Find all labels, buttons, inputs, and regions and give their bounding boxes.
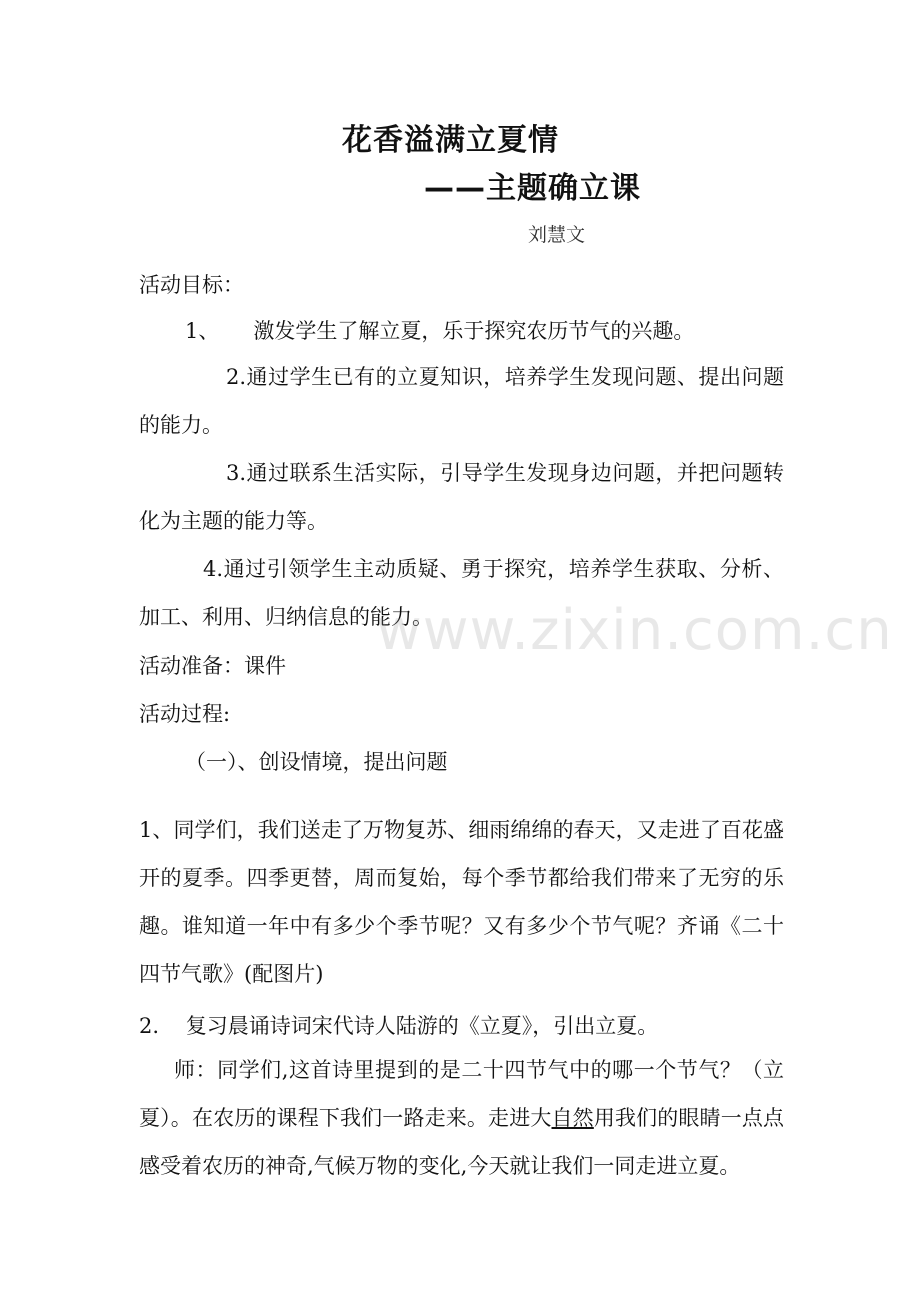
- teacher-paragraph: [139, 1046, 784, 1190]
- document-subtitle: ——主题确立课: [424, 171, 641, 206]
- objective-item-2: 2.通过学生已有的立夏知识，培养学生发现问题、提出问题的能力。: [139, 365, 784, 437]
- teacher-text-part-1: 师：同学们,这首诗里提到的是二十四节气中的哪一个节气？（立夏）。在农历的课程下我们一路走来。走进大: [139, 1058, 784, 1130]
- teacher-text-underlined: 自然: [551, 1106, 594, 1130]
- objective-item-1-text: 激发学生了解立夏，乐于探究农历节气的兴趣。: [253, 319, 695, 343]
- document-title: 花香溢满立夏情: [342, 123, 559, 158]
- preparation-line: 活动准备：课件: [139, 654, 286, 678]
- section-heading-1: （一）、创设情境，提出问题: [185, 750, 448, 774]
- teacher-text-part-2: 用我们的眼睛一点点感受着农历的神奇,气候万物的变化,今天就让我们一同走进立夏。: [139, 1106, 785, 1178]
- process-step-1: 1、同学们，我们送走了万物复苏、细雨绵绵的春天，又走进了百花盛开的夏季。四季更替，周而复始，每个季节都给我们带来了无穷的乐趣。谁知道一年中有多少个季节呢？又有多少个节气呢？齐诵《二十四节气歌》(配图片): [139, 818, 784, 986]
- watermark: www.zixin.com.cn: [376, 598, 893, 663]
- author-name: 刘慧文: [528, 224, 586, 246]
- objectives-heading: 活动目标：: [139, 273, 244, 297]
- process-step-2: 2. 复习晨诵诗词宋代诗人陆游的《立夏》，引出立夏。: [139, 1014, 659, 1038]
- process-heading: 活动过程:: [139, 702, 231, 726]
- objective-item-3: 3.通过联系生活实际，引导学生发现身边问题，并把问题转化为主题的能力等。: [139, 461, 784, 533]
- objective-item-1: [185, 316, 694, 346]
- objective-item-1-number: 1、: [185, 319, 220, 343]
- objective-item-4: 4.通过引领学生主动质疑、勇于探究，培养学生获取、分析、加工、利用、归纳信息的能力。: [139, 557, 784, 629]
